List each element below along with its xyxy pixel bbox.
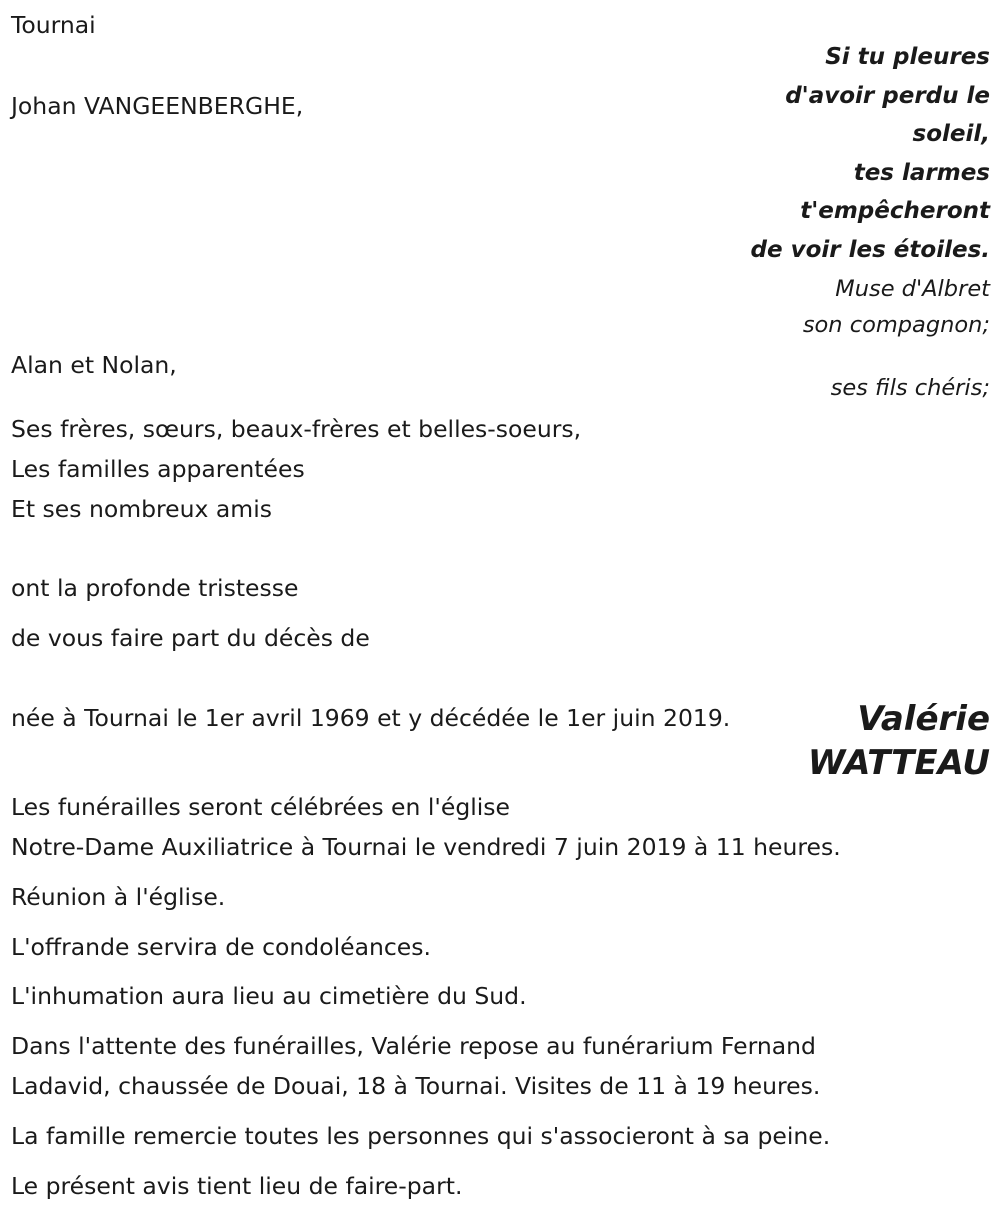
offering-info: L'offrande servira de condoléances.	[11, 933, 431, 961]
partner-name: Johan VANGEENBERGHE,	[11, 92, 304, 120]
notice-note: Le présent avis tient lieu de faire-part.	[11, 1172, 463, 1200]
birth-death-dates: née à Tournai le 1er avril 1969 et y décédée le 1er juin 2019.	[11, 704, 731, 732]
poem-author: Muse d'Albret	[835, 276, 990, 302]
sons-role: ses fils chéris;	[830, 375, 990, 401]
poem-line: de voir les étoiles.	[750, 236, 990, 263]
poem-line: soleil,	[912, 121, 990, 147]
visitation-line-1: Dans l'attente des funérailles, Valérie repose au funérarium Fernand	[11, 1032, 816, 1060]
relatives-line: Les familles apparentées	[11, 455, 305, 483]
poem-line: t'empêcheront	[800, 198, 990, 224]
city-heading: Tournai	[11, 11, 96, 39]
deceased-first-name: Valérie	[857, 699, 990, 739]
relatives-list	[11, 409, 581, 529]
meeting-info: Réunion à l'église.	[11, 883, 226, 911]
poem	[751, 38, 990, 269]
deceased-last-name: WATTEAU	[807, 743, 990, 783]
visitation-line-2: Ladavid, chaussée de Douai, 18 à Tournai. Visites de 11 à 19 heures.	[11, 1072, 821, 1100]
partner-role: son compagnon;	[802, 312, 990, 338]
funeral-line-1: Les funérailles seront célébrées en l'église	[11, 793, 510, 821]
announcement-line-1: ont la profonde tristesse	[11, 574, 299, 602]
thanks-note: La famille remercie toutes les personnes qui s'associeront à sa peine.	[11, 1122, 831, 1150]
burial-info: L'inhumation aura lieu au cimetière du Sud.	[11, 982, 527, 1010]
poem-line: tes larmes	[853, 159, 990, 186]
relatives-line: Ses frères, sœurs, beaux-frères et belles-soeurs,	[11, 415, 582, 443]
sons-names: Alan et Nolan,	[11, 351, 177, 379]
poem-line: Si tu pleures	[825, 44, 990, 70]
poem-line: d'avoir perdu le	[785, 82, 990, 109]
deceased-name	[808, 697, 990, 785]
announcement-line-2: de vous faire part du décès de	[11, 624, 370, 652]
relatives-line: Et ses nombreux amis	[11, 495, 272, 523]
funeral-line-2: Notre-Dame Auxiliatrice à Tournai le vendredi 7 juin 2019 à 11 heures.	[11, 833, 841, 861]
